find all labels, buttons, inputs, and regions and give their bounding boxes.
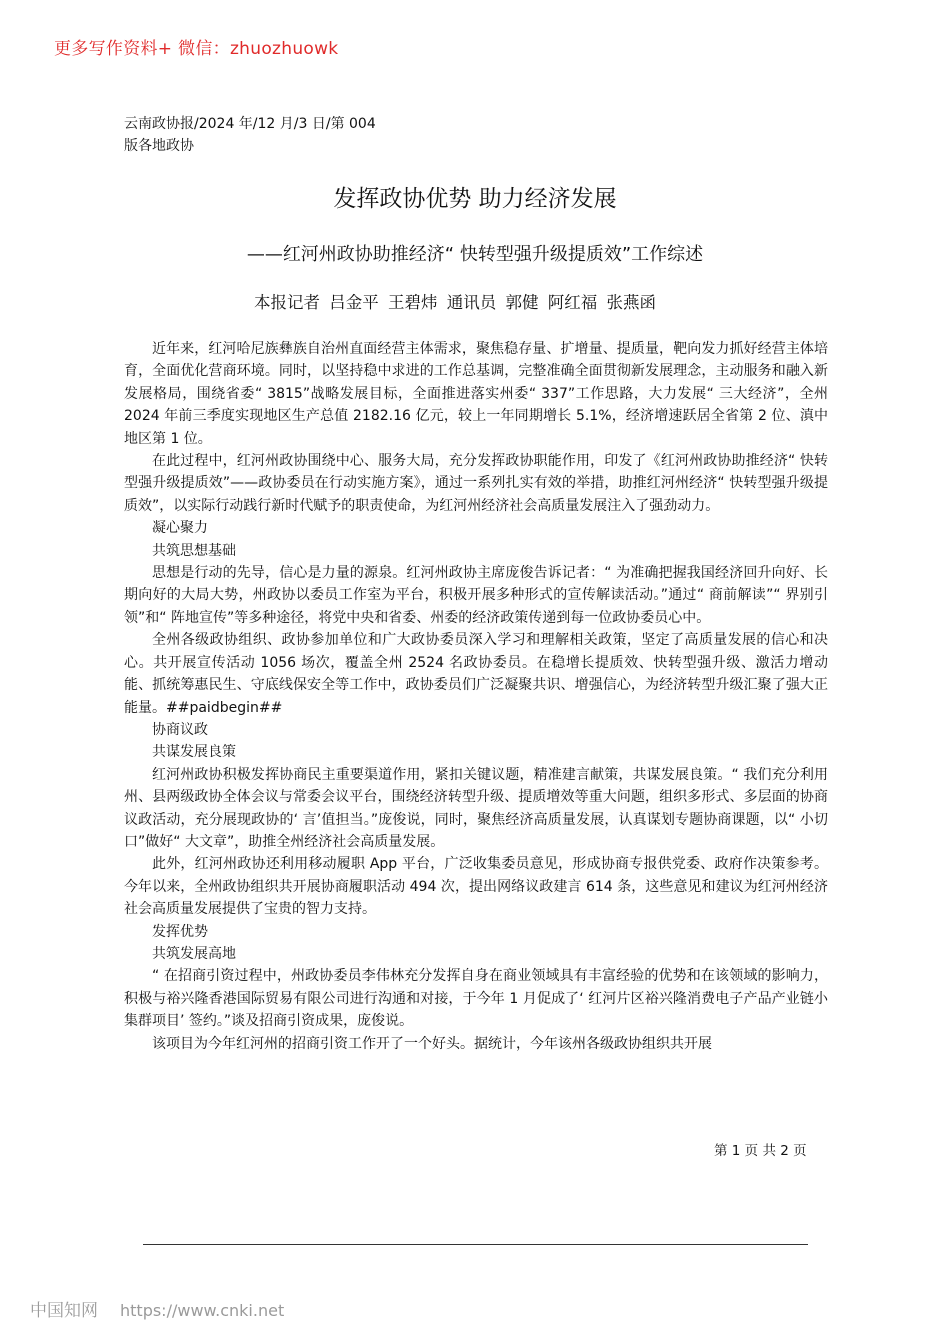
watermark-brand: 中国知网 bbox=[30, 1301, 98, 1321]
section-line: 版各地政协 bbox=[124, 138, 194, 154]
paragraph: 此外，红河州政协还利用移动履职 App 平台，广泛收集委员意见，形成协商专报供党委、政府作决策参考。今年以来，全州政协组织共开展协商履职活动 494 次，提出网络议政建言 614 条，这些意见和建议为红河州经济社会高质量发展提供了宝贵的智力支持。 bbox=[124, 856, 828, 918]
promo-banner: 更多写作资料+ 微信：zhuozhuowk bbox=[54, 39, 339, 59]
page-number: 第 1 页 共 2 页 bbox=[714, 1143, 807, 1159]
article-title: 发挥政协优势 助力经济发展 bbox=[333, 186, 617, 212]
section-subheading: 共筑思想基础 bbox=[152, 542, 236, 559]
article-meta bbox=[124, 113, 376, 157]
paragraph: 全州各级政协组织、政协参加单位和广大政协委员深入学习和理解相关政策，坚定了高质量发展的信心和决心。共开展宣传活动 1056 场次，覆盖全州 2524 名政协委员。在稳增长提质效、快转型强升级、激活力增动能、抓统筹惠民生、守底线保安全等工作中，政协委员们广泛凝聚共识、增强信心，为经济转型升级汇聚了强大正能量。##paidbegin## bbox=[124, 632, 828, 716]
article-subtitle: ——红河州政协助推经济“ 快转型强升级提质效”工作综述 bbox=[246, 244, 704, 265]
cnki-watermark bbox=[30, 1296, 284, 1321]
section-heading: 凝心聚力 bbox=[152, 520, 208, 537]
paragraph: “ 在招商引资过程中，州政协委员李伟林充分发挥自身在商业领域具有丰富经验的优势和在该领域的影响力，积极与裕兴隆香港国际贸易有限公司进行沟通和对接，于今年 1 月促成了‘ 红河片区裕兴隆消费电子产品产业链小集群项目’ 签约。”谈及招商引资成果，庞俊说。 bbox=[124, 968, 828, 1030]
source-line: 云南政协报/2024 年/12 月/3 日/第 004 bbox=[124, 116, 376, 132]
section-subheading: 共谋发展良策 bbox=[152, 744, 236, 761]
section-heading: 发挥优势 bbox=[152, 923, 208, 940]
footer-divider bbox=[143, 1244, 808, 1245]
paragraph: 思想是行动的先导，信心是力量的源泉。红河州政协主席庞俊告诉记者：“ 为准确把握我国经济回升向好、长期向好的大局大势，州政协以委员工作室为平台，积极开展多种形式的宣传解读活动。”通过“ 商前解读”“ 界别引领”和“ 阵地宣传”等多种途径，将党中央和省委、州委的经济政策传递到每一位政协委员心中。 bbox=[124, 565, 828, 626]
paragraph: 近年来，红河哈尼族彝族自治州直面经营主体需求，聚焦稳存量、扩增量、提质量，靶向发力抓好经营主体培育，全面优化营商环境。同时，以坚持稳中求进的工作总基调，完整准确全面贯彻新发展理念，主动服务和融入新发展格局，围绕省委“ 3815”战略发展目标，全面推进落实州委“ 337”工作思路，大力发展“ 三大经济”，全州 2024 年前三季度实现地区生产总值 2182.16 亿元，较上一年同期增长 5.1%，经济增速跃居全省第 2 位、滇中地区第 1 位。 bbox=[124, 341, 828, 447]
section-subheading: 共筑发展高地 bbox=[152, 945, 236, 962]
paragraph: 红河州政协积极发挥协商民主重要渠道作用，紧扣关键议题，精准建言献策，共谋发展良策。“ 我们充分利用州、县两级政协全体会议与常委会议平台，围绕经济转型升级、提质增效等重大问题，组织多形式、多层面的协商议政活动，充分展现政协的‘ 言’值担当。”庞俊说，同时，聚焦经济高质量发展，认真谋划专题协商课题，以“ 小切口”做好“ 大文章”，助推全州经济社会高质量发展。 bbox=[124, 766, 828, 850]
article-byline: 本报记者 吕金平 王碧炜 通讯员 郭健 阿红福 张燕函 bbox=[254, 293, 656, 312]
paragraph: 该项目为今年红河州的招商引资工作开了一个好头。据统计，今年该州各级政协组织共开展 bbox=[152, 1035, 712, 1052]
paragraph: 在此过程中，红河州政协围绕中心、服务大局，充分发挥政协职能作用，印发了《红河州政协助推经济“ 快转型强升级提质效”——政协委员在行动实施方案》，通过一系列扎实有效的举措，助推红河州经济“ 快转型强升级提质效”，以实际行动践行新时代赋予的职责使命，为红河州经济社会高质量发展注入了强劲动力。 bbox=[124, 453, 828, 514]
watermark-url[interactable]: https://www.cnki.net bbox=[120, 1301, 285, 1320]
article-body bbox=[124, 338, 828, 1055]
section-heading: 协商议政 bbox=[152, 721, 208, 738]
